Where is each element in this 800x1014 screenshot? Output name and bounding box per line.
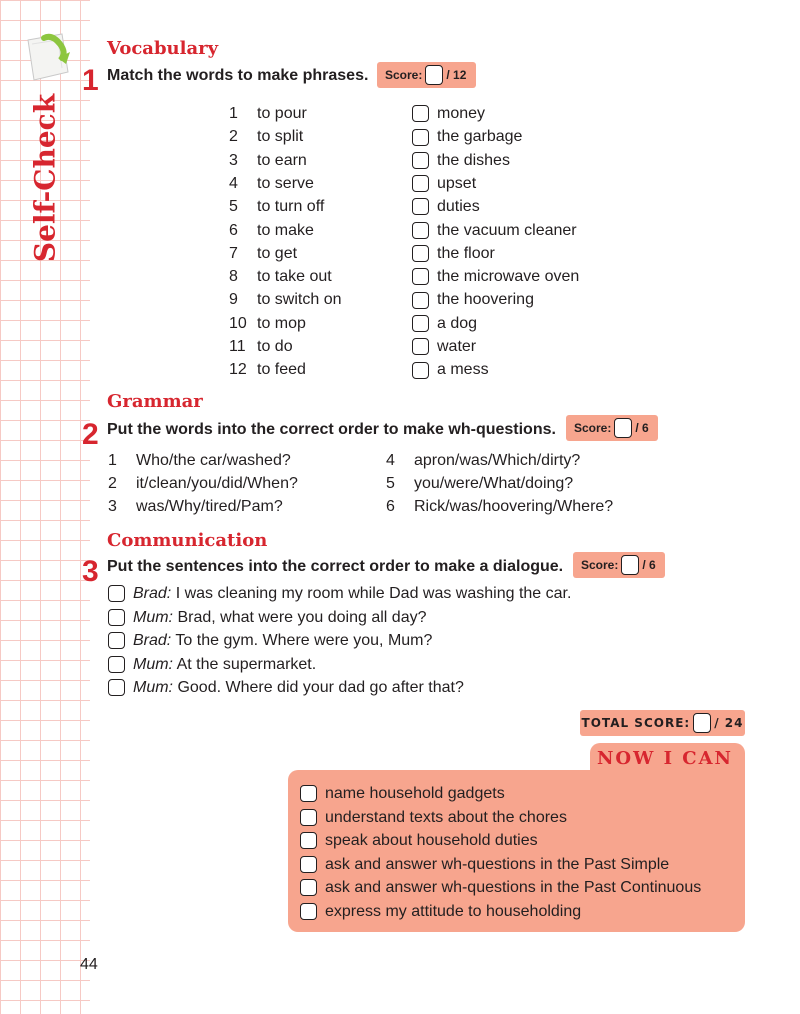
answer-checkbox[interactable] (412, 315, 429, 332)
skill-checkbox[interactable] (300, 809, 317, 826)
list-item: Brad: To the gym. Where were you, Mum? (108, 629, 432, 652)
list-item: 1 to pour (229, 105, 307, 122)
grammar-number: 2 (82, 418, 99, 451)
list-item: upset (412, 172, 476, 195)
skill-checkbox[interactable] (300, 832, 317, 849)
grammar-score-badge (566, 415, 658, 441)
list-item: 1 Who/the car/washed? (108, 452, 291, 469)
list-item: Brad: I was cleaning my room while Dad was washing the car. (108, 582, 571, 605)
list-item: ask and answer wh-questions in the Past Continuous (300, 876, 701, 899)
communication-score-badge (573, 552, 665, 578)
list-item: water (412, 335, 476, 358)
score-total: / 6 (635, 421, 649, 435)
order-checkbox[interactable] (108, 656, 125, 673)
answer-checkbox[interactable] (412, 175, 429, 192)
score-total: / 12 (446, 68, 467, 82)
communication-instruction: Put the sentences into the correct order to make a dialogue. (107, 558, 564, 575)
order-checkbox[interactable] (108, 585, 125, 602)
score-input-box[interactable] (614, 418, 632, 438)
list-item: a dog (412, 312, 477, 335)
list-item: 2 to split (229, 128, 304, 146)
self-check-text: Self-Check (28, 93, 62, 262)
answer-checkbox[interactable] (412, 129, 429, 146)
score-input-box[interactable] (621, 555, 639, 575)
list-item: 7 to get (229, 244, 298, 262)
grammar-instruction: Put the words into the correct order to make wh-questions. (107, 421, 556, 438)
list-item: 3 was/Why/tired/Pam? (108, 498, 283, 515)
list-item: Mum: Brad, what were you doing all day? (108, 606, 426, 629)
list-item: ask and answer wh-questions in the Past Simple (300, 853, 669, 876)
answer-checkbox[interactable] (412, 338, 429, 355)
grammar-title: Grammar (107, 391, 203, 412)
score-input-box[interactable] (425, 65, 443, 85)
total-score-total: / 24 (714, 716, 744, 730)
skill-checkbox[interactable] (300, 785, 317, 802)
vocabulary-title: Vocabulary (107, 38, 219, 59)
list-item: 6 Rick/was/hoovering/Where? (386, 498, 614, 515)
list-item: 5 to turn off (229, 198, 325, 216)
list-item: the garbage (412, 125, 522, 148)
vocabulary-score-badge (377, 62, 476, 88)
list-item: understand texts about the chores (300, 806, 567, 829)
communication-number: 3 (82, 555, 99, 588)
score-total: / 6 (642, 558, 656, 572)
answer-checkbox[interactable] (412, 105, 429, 122)
list-item: 4 apron/was/Which/dirty? (386, 452, 581, 469)
skill-checkbox[interactable] (300, 856, 317, 873)
list-item: 11 to do (229, 338, 293, 355)
list-item: duties (412, 195, 480, 218)
communication-title: Communication (107, 530, 268, 551)
list-item: money (412, 102, 485, 125)
skill-checkbox[interactable] (300, 903, 317, 920)
list-item: the vacuum cleaner (412, 219, 577, 242)
skill-checkbox[interactable] (300, 879, 317, 896)
list-item: 4 to serve (229, 174, 314, 192)
answer-checkbox[interactable] (412, 222, 429, 239)
list-item: 6 to make (229, 221, 314, 239)
list-item: 8 to take out (229, 268, 332, 286)
list-item: the floor (412, 242, 495, 265)
score-label: Score: (574, 421, 612, 435)
list-item: 5 you/were/What/doing? (386, 475, 574, 492)
answer-checkbox[interactable] (412, 268, 429, 285)
list-item: Mum: Good. Where did your dad go after that? (108, 676, 464, 699)
answer-checkbox[interactable] (412, 198, 429, 215)
score-label: Score: (385, 68, 423, 82)
order-checkbox[interactable] (108, 632, 125, 649)
list-item: express my attitude to householding (300, 900, 581, 923)
now-i-can-title: NOW I CAN (596, 748, 734, 769)
list-item: speak about household duties (300, 829, 538, 852)
total-score-input-box[interactable] (693, 713, 711, 733)
list-item: 3 to earn (229, 151, 307, 169)
order-checkbox[interactable] (108, 609, 125, 626)
self-check-label (20, 90, 70, 265)
total-score-badge (580, 710, 745, 736)
list-item: 9 to switch on (229, 291, 342, 309)
list-item: name household gadgets (300, 782, 505, 805)
total-score-label: TOTAL SCORE: (581, 716, 691, 730)
answer-checkbox[interactable] (412, 152, 429, 169)
list-item: the hoovering (412, 288, 534, 311)
score-label: Score: (581, 558, 619, 572)
sticky-note-icon (22, 30, 76, 86)
vocabulary-number: 1 (82, 64, 99, 97)
answer-checkbox[interactable] (412, 362, 429, 379)
list-item: a mess (412, 358, 489, 381)
list-item: the microwave oven (412, 265, 579, 288)
list-item: 10 to mop (229, 314, 306, 332)
list-item: 2 it/clean/you/did/When? (108, 475, 298, 492)
list-item: Mum: At the supermarket. (108, 653, 316, 676)
vocabulary-instruction: Match the words to make phrases. (107, 67, 369, 84)
answer-checkbox[interactable] (412, 245, 429, 262)
answer-checkbox[interactable] (412, 292, 429, 309)
list-item: the dishes (412, 149, 510, 172)
page-number: 44 (80, 956, 98, 973)
order-checkbox[interactable] (108, 679, 125, 696)
list-item: 12 to feed (229, 361, 306, 379)
